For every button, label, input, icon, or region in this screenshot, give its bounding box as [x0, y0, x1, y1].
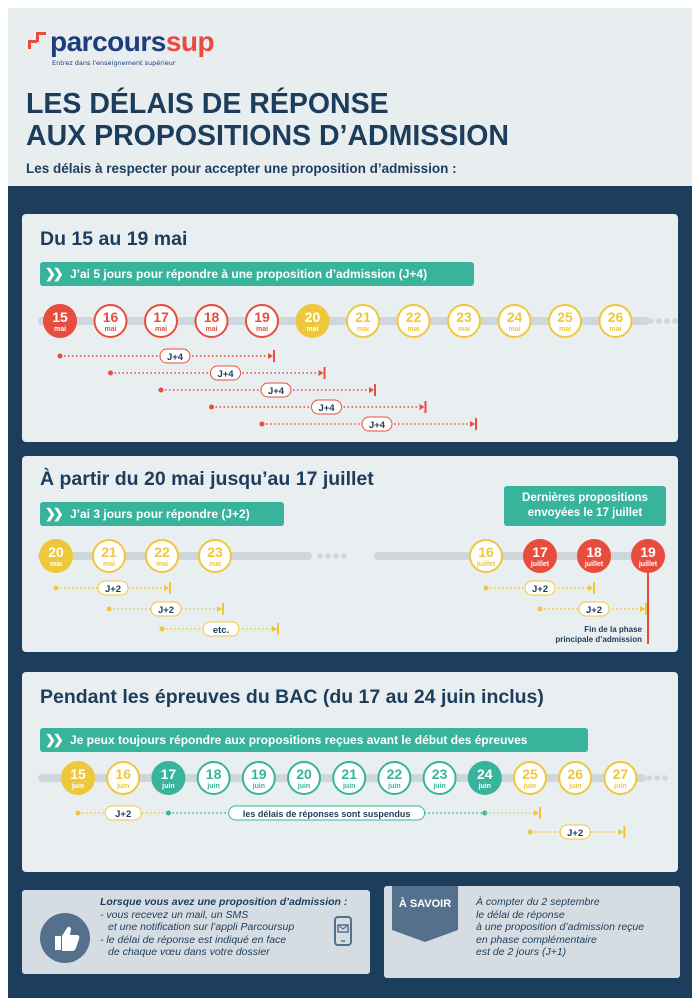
- track-dot: [317, 553, 323, 559]
- end-of-phase-text: Fin de la phase: [584, 625, 642, 634]
- arrow-head: [420, 404, 425, 410]
- day-number: 21: [355, 309, 371, 325]
- track-dot: [672, 318, 678, 324]
- delay-arrow-j2: [538, 602, 647, 616]
- end-of-phase-text: principale d’admission: [555, 635, 642, 644]
- day-circle-27-juin: [604, 762, 636, 794]
- arrow-head: [618, 829, 623, 835]
- day-month: juin: [116, 783, 130, 790]
- day-number: 19: [251, 766, 267, 782]
- arrow-head: [640, 606, 645, 612]
- section-title: Du 15 au 19 mai: [40, 228, 188, 250]
- day-month: juin: [614, 783, 627, 790]
- day-circle-15-mai: [44, 305, 76, 337]
- day-circle-20-juin: [288, 762, 320, 794]
- suspend-badge-text: les délais de réponses sont suspendus: [242, 809, 411, 819]
- parcoursup-logo: [26, 28, 214, 56]
- delay-badge-text: J+4: [318, 403, 335, 414]
- day-month: juin: [252, 783, 266, 790]
- day-number: 26: [607, 309, 624, 325]
- day-circle-18-juillet: [578, 540, 610, 572]
- section-may-15-19: [22, 214, 678, 442]
- timeline-may: [22, 214, 678, 442]
- double-chevron-icon: ❯❯: [45, 732, 61, 747]
- delay-arrow-j2: [107, 602, 224, 616]
- day-circle-21-mai: [347, 305, 379, 337]
- delay-badge-text: J+4: [368, 420, 386, 431]
- day-month: mai: [208, 561, 222, 568]
- delay-badge-text: J+2: [104, 584, 122, 595]
- day-circle-21-mai: [93, 540, 125, 572]
- day-number: 17: [532, 544, 548, 560]
- day-circle-22-juin: [378, 762, 410, 794]
- logo-arrow-icon: [26, 28, 48, 54]
- day-number: 20: [48, 544, 64, 560]
- day-circle-16-juillet: [470, 540, 502, 572]
- day-number: 23: [207, 544, 223, 560]
- arrow-head: [319, 370, 324, 376]
- section-may20-july17: [22, 456, 678, 652]
- arrow-head: [272, 626, 277, 632]
- day-number: 17: [153, 309, 169, 325]
- day-number: 15: [52, 309, 68, 325]
- day-number: 24: [477, 766, 493, 782]
- delay-badge-text: J+4: [267, 386, 285, 397]
- delay-badge-text: J+2: [585, 605, 603, 616]
- day-circle-16-mai: [95, 305, 127, 337]
- day-month: juin: [71, 783, 85, 790]
- day-month: mai: [609, 326, 622, 333]
- day-circle-24-mai: [499, 305, 531, 337]
- day-month: mai: [508, 326, 521, 333]
- day-number: 25: [557, 309, 573, 325]
- day-number: 18: [203, 309, 220, 325]
- delay-arrow-j2: [528, 825, 625, 839]
- notification-text: Lorsque vous avez une proposition d’admission : - vous recevez un mail, un SMS et une notification sur l’appli Parcoursup - le délai de réponse est indiqué en face de chaque vœu dans votre dossier: [100, 896, 348, 958]
- content-background: [8, 186, 692, 998]
- day-month: juin: [342, 783, 356, 790]
- section-title: À partir du 20 mai jusqu’au 17 juillet: [40, 468, 374, 490]
- day-number: 23: [456, 309, 472, 325]
- day-month: juin: [388, 783, 401, 790]
- arrow-head: [268, 353, 273, 359]
- day-number: 19: [640, 544, 656, 560]
- section-title: Pendant les épreuves du BAC (du 17 au 24 juin inclus): [40, 686, 544, 708]
- delay-arrow-j4: [108, 366, 325, 380]
- day-number: 22: [154, 544, 170, 560]
- day-circle-19-mai: [246, 305, 278, 337]
- delay-badge-text: J+2: [115, 809, 132, 820]
- day-month: mai: [53, 326, 67, 333]
- day-circle-20-mai: [40, 540, 72, 572]
- day-circle-22-mai: [146, 540, 178, 572]
- track-dot: [656, 318, 662, 324]
- day-number: 21: [101, 544, 117, 560]
- day-month: juin: [162, 783, 175, 790]
- last-proposals-callout: Dernières propositions envoyées le 17 juillet: [504, 486, 666, 526]
- track-dot: [662, 775, 668, 781]
- a-savoir-text: À compter du 2 septembre le délai de réponse à une proposition d’admission reçue en phase complémentaire est de 2 jours (J+1): [476, 896, 645, 958]
- day-month: mai: [205, 326, 218, 333]
- day-number: 18: [586, 544, 602, 560]
- logo-wordmark: parcourssup: [50, 26, 215, 57]
- day-number: 26: [567, 766, 583, 782]
- day-circle-18-juin: [198, 762, 230, 794]
- day-number: 19: [254, 309, 270, 325]
- day-month: juillet: [476, 561, 496, 568]
- day-circle-26-mai: [600, 305, 632, 337]
- day-month: mai: [102, 561, 116, 568]
- day-circle-22-mai: [398, 305, 430, 337]
- page-subtitle: Les délais à respecter pour accepter une proposition d’admission :: [26, 161, 457, 176]
- day-month: juin: [207, 783, 220, 790]
- day-month: mai: [255, 326, 269, 333]
- day-month: mai: [306, 326, 319, 333]
- day-number: 17: [160, 766, 177, 782]
- day-number: 16: [102, 309, 119, 325]
- track-dot: [333, 553, 339, 559]
- day-number: 27: [612, 766, 629, 782]
- delay-arrow-j4: [58, 349, 275, 363]
- notification-info-box: [22, 890, 370, 974]
- section-bac-exams: [22, 672, 678, 872]
- day-circle-23-mai: [448, 305, 480, 337]
- timeline-june-july: [22, 456, 678, 652]
- day-circle-23-mai: [199, 540, 231, 572]
- day-month: juin: [478, 783, 492, 790]
- day-number: 18: [205, 766, 222, 782]
- delay-arrow-j4: [260, 417, 477, 431]
- double-chevron-icon: ❯❯: [45, 506, 61, 521]
- day-circle-23-juin: [424, 762, 456, 794]
- delay-badge-text: J+4: [166, 352, 184, 363]
- page-title: LES DÉLAIS DE RÉPONSE AUX PROPOSITIONS D’ADMISSION: [26, 88, 509, 152]
- day-circle-17-mai: [145, 305, 177, 337]
- day-circle-19-juin: [243, 762, 275, 794]
- info-pill: ❯❯ J’ai 3 jours pour répondre (J+2): [40, 502, 284, 526]
- arrow-head: [470, 421, 475, 427]
- day-number: 15: [70, 766, 86, 782]
- day-number: 20: [296, 766, 312, 782]
- day-month: mai: [558, 326, 572, 333]
- day-number: 16: [115, 766, 131, 782]
- day-number: 25: [522, 766, 538, 782]
- delay-arrow-j2: [54, 581, 171, 595]
- track-dot: [664, 318, 670, 324]
- day-month: mai: [457, 326, 471, 333]
- day-month: juin: [568, 783, 582, 790]
- day-circle-24-juin: [469, 762, 501, 794]
- day-circle-15-juin: [62, 762, 94, 794]
- arrow-head: [534, 810, 539, 816]
- day-month: juillet: [530, 561, 550, 568]
- day-month: juillet: [638, 561, 658, 568]
- delay-arrow-j4: [159, 383, 376, 397]
- day-circle-19-juillet: [632, 540, 664, 572]
- track-dot: [325, 553, 331, 559]
- day-month: juillet: [584, 561, 604, 568]
- day-number: 20: [304, 309, 321, 325]
- thumbs-up-icon: [40, 913, 90, 963]
- delay-arrow-j2: [484, 581, 595, 595]
- day-month: juin: [297, 783, 311, 790]
- day-month: mai: [49, 561, 63, 568]
- a-savoir-box: [384, 886, 680, 978]
- arrow-head: [164, 585, 169, 591]
- day-month: juin: [523, 783, 537, 790]
- day-circle-17-juin: [152, 762, 184, 794]
- day-circle-16-juin: [107, 762, 139, 794]
- info-pill: ❯❯ J’ai 5 jours pour répondre à une proposition d’admission (J+4): [40, 262, 474, 286]
- delay-badge-text: J+2: [157, 605, 175, 616]
- day-month: mai: [154, 326, 168, 333]
- day-circle-20-mai: [297, 305, 329, 337]
- arrow-head: [217, 606, 222, 612]
- day-number: 24: [506, 309, 523, 325]
- day-month: mai: [104, 326, 117, 333]
- delay-badge-text: etc.: [212, 625, 230, 636]
- day-circle-26-juin: [559, 762, 591, 794]
- track-dot: [341, 553, 347, 559]
- delay-badge-text: J+2: [567, 828, 584, 839]
- day-month: mai: [155, 561, 169, 568]
- day-month: mai: [356, 326, 370, 333]
- track-dot: [646, 775, 652, 781]
- phone-mail-icon: [332, 916, 354, 946]
- delay-badge-text: J+2: [531, 584, 549, 595]
- day-circle-21-juin: [333, 762, 365, 794]
- day-number: 21: [341, 766, 357, 782]
- arrow-head: [369, 387, 374, 393]
- day-number: 22: [405, 309, 422, 325]
- day-number: 23: [431, 766, 448, 782]
- delay-arrow-etc: [160, 622, 279, 636]
- double-chevron-icon: ❯❯: [45, 266, 61, 281]
- day-circle-17-juillet: [524, 540, 556, 572]
- day-circle-25-mai: [549, 305, 581, 337]
- day-month: juin: [433, 783, 446, 790]
- day-month: mai: [407, 326, 420, 333]
- delay-arrow-j4: [209, 400, 426, 414]
- day-circle-18-mai: [196, 305, 228, 337]
- info-pill: ❯❯ Je peux toujours répondre aux propositions reçues avant le début des épreuves: [40, 728, 588, 752]
- day-number: 22: [386, 766, 403, 782]
- track-dot: [648, 318, 654, 324]
- timeline-bac: [22, 672, 678, 872]
- logo-tagline: Entrez dans l'enseignement supérieur: [52, 59, 176, 67]
- day-number: 16: [478, 544, 494, 560]
- a-savoir-tag: À SAVOIR: [392, 886, 458, 930]
- track-dot: [654, 775, 660, 781]
- day-circle-25-juin: [514, 762, 546, 794]
- delay-badge-text: J+4: [217, 369, 234, 380]
- arrow-head: [588, 585, 593, 591]
